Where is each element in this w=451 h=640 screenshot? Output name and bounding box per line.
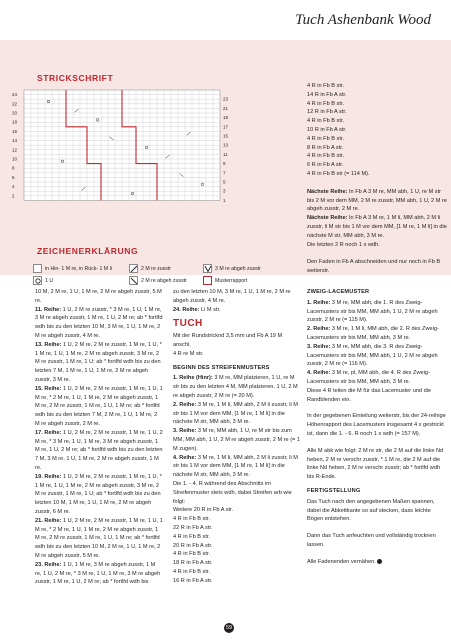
stripe-line: 4 R in Fb B str. bbox=[173, 551, 210, 558]
yarn-over-icon bbox=[33, 276, 42, 285]
chart-grid bbox=[10, 88, 292, 208]
row-label: 19. Reihe: bbox=[35, 473, 62, 480]
row-number-left: 12 bbox=[12, 147, 18, 153]
stripe-line: 14 R in Fb A str. bbox=[307, 91, 347, 98]
instruction-paragraph: Diese 4 R teilen die M für das Lacemuster und die Randblenden ein. bbox=[307, 387, 432, 403]
stripe-line: 18 R in Fb A str. bbox=[173, 560, 213, 567]
instruction-paragraph: Die letzten 2 R noch 1 x wdh. bbox=[307, 241, 380, 248]
fertig-heading: FERTIGSTELLUNG bbox=[307, 487, 361, 494]
row-number-right: 21 bbox=[223, 105, 229, 111]
row-text: In Fb A 3 M re, 1 M li, MM abh, 2 M li zusstr, li M str bis 1 M vor dem MM, [1 M re, 1 M li] in die nächste M str, MM abh, 3 M re. bbox=[307, 215, 447, 239]
row-text: In Fb A 3 M re, MM abh, 1 U, re M str bis 2 M vor dem MM, 2 M re zusstr, MM abh, 1 U, 2 M re abgeh zusstr, 2 M re. bbox=[307, 188, 447, 213]
page-title: Tuch Ashenbank Wood bbox=[295, 12, 431, 28]
legend-item-k2tog bbox=[129, 264, 171, 273]
row-instruction bbox=[35, 561, 163, 587]
row-number-left: 16 bbox=[12, 128, 18, 134]
row-number-left: 14 bbox=[12, 138, 18, 144]
stripe-line: 4 R in Fb B str. bbox=[307, 135, 344, 142]
row-label: 11. Reihe: bbox=[35, 306, 62, 313]
row-text: Li M str. bbox=[199, 306, 221, 313]
row-text: 3 M re, MM abh, die 3. R des Zweig-Lacemusters str bis MM, MM abh, 1 U, 2 M re abgeh zusstr, 2 M re (= 116 M). bbox=[307, 343, 438, 368]
legend-label: 3 M re abgeh zusstr bbox=[215, 265, 261, 272]
row-label: 23. Reihe: bbox=[35, 561, 62, 568]
legend-item-sk2po bbox=[203, 264, 261, 273]
row-number-right: 7 bbox=[223, 170, 226, 176]
row-instruction bbox=[35, 473, 163, 517]
row-instruction bbox=[173, 454, 301, 480]
tuch-heading: TUCH bbox=[173, 318, 203, 330]
chart-heading: STRICKSCHRIFT bbox=[37, 73, 114, 83]
stripe-line: 4 R in Fb B str. bbox=[173, 568, 210, 575]
row-text: 1 U, 2 M re, 2 M re zusstr, 1 M re, 1 U, * 1 M re, 1 U, 1 M re, 2 M re abgeh zusstr, 3 M re, 2 M re zusstr, 1 M re, 1 U; ab * fortlfd wdh bis zu den letzten 7 M, 1 M re, 1 U, 1 M re, 2 M re abgeh zusstr, 3 M re. bbox=[35, 341, 162, 383]
k2tog-icon bbox=[129, 264, 138, 273]
row-label: 3. Reihe: bbox=[307, 343, 331, 350]
empty-square-icon bbox=[33, 264, 42, 273]
row-instruction bbox=[173, 427, 301, 453]
legend-item-ssk bbox=[129, 276, 187, 285]
stripe-line: 20 R in Fb A str. bbox=[173, 542, 213, 549]
row-label: Nächste Reihe: bbox=[307, 215, 348, 222]
stripe-line: 22 R in Fb A str. bbox=[173, 524, 213, 531]
row-number-left: 8 bbox=[12, 165, 15, 171]
row-number-right: 1 bbox=[223, 197, 226, 203]
stripe-continuation bbox=[307, 82, 447, 276]
stripe-line: 4 R in Fb B str. bbox=[307, 153, 344, 160]
zweig-heading: ZWEIG-LACEMUSTER bbox=[307, 289, 370, 295]
instruction-paragraph: Alle M abk wie folgt: 2 M re str, die 2 M auf die linke Nd heben, 2 M re verschr zusstr, * 1 M re, die 2 M auf die linke Nd heben, 2 M re verschr zusstr; ab * fortlfd wdh bis R-Ende. bbox=[307, 447, 444, 481]
row-number-left: 10 bbox=[12, 156, 18, 162]
end-mark-icon bbox=[377, 559, 382, 564]
instruction-paragraph: 10 M, 2 M re, 1 U, 1 M re, 2 M re abgeh zusstr, 5 M re. bbox=[35, 289, 162, 304]
stripe-line: 8 R in Fb A str. bbox=[307, 144, 344, 151]
stripe-line: 4 R in Fb B str (= 114 M). bbox=[307, 170, 370, 177]
row-instruction bbox=[173, 374, 301, 400]
row-number-right: 9 bbox=[223, 161, 226, 167]
stripe-line: 4 R in Fb B str. bbox=[307, 83, 344, 89]
row-instruction bbox=[35, 517, 163, 561]
row-instruction bbox=[307, 343, 447, 369]
stripe-line: 4 R in Fb B str. bbox=[307, 100, 344, 107]
row-number-left: 24 bbox=[12, 92, 18, 98]
row-label: Nächste Reihe: bbox=[307, 188, 348, 195]
row-label: 4. Reihe: bbox=[307, 370, 331, 377]
row-instruction bbox=[35, 341, 163, 385]
row-text: 1 U, 2 M re, 2 M re zusstr, 1 M re, 1 U, 2 M re, * 3 M re, 1 U, 1 M re, 3 M re abgeh zusstr, 1 M re, 1 U, 2 M re; ab * fortlfd wdh bis zu den letzten 7 M, 3 M re, 1 U, 1 M re, 2 M re abgeh zusstr, 1 M re. bbox=[35, 429, 163, 471]
row-text: 3 M re, pl, MM abh, die 4. R des Zweig-Lacemusters str bis MM, MM abh, 3 M re. bbox=[307, 370, 430, 385]
row-instruction bbox=[307, 299, 447, 325]
row-label: 13. Reihe: bbox=[35, 341, 62, 348]
stripe-lines bbox=[307, 82, 447, 179]
legend-label: 2 M re zusstr bbox=[141, 265, 171, 272]
instruction-paragraph: Das Tuch nach den angegebenen Maßen spannen, dabei die Abkettkante so auf stecken, dass leichte Bögen entstehen. bbox=[307, 498, 435, 523]
instruction-paragraph: 4 R re M str. bbox=[173, 350, 204, 357]
stripe-line: 12 R in Fb A str. bbox=[307, 109, 347, 116]
stripe-line: 4 R in Fb B str. bbox=[173, 533, 210, 540]
instruction-paragraph: Mit der Rundstricknd 3,5 mm und Fb A 19 M anschl. bbox=[173, 333, 283, 348]
instruction-paragraph bbox=[307, 188, 447, 214]
stripe-line: Weitere 20 R in Fb A str. bbox=[173, 507, 234, 514]
legend-label: 2 M re abgeh zusstr bbox=[141, 277, 187, 284]
row-label: 2. Reihe: bbox=[173, 401, 197, 408]
row-text: 1 U, 2 M re, 2 M re zusstr, 1 M re, 1 U, 1 M re, * 2 M re, 1 U, 1 M re, 2 M re abgeh zusstr, 1 M re, 2 M re zusstr, 1 M re, 1 U, 1 M re; ab * fortlfd wdh bis zu den letzten 10 M, 2 M re, 1 U, 1 M re, 2 M re abgeh zusstr, 5 M re. bbox=[35, 517, 163, 559]
row-number-right: 5 bbox=[223, 179, 226, 185]
legend-label: 1 U bbox=[45, 277, 54, 284]
row-number-right: 11 bbox=[223, 151, 228, 157]
row-label: 1. Reihe (Hinr): bbox=[173, 375, 213, 382]
row-number-right: 19 bbox=[223, 115, 229, 121]
row-instruction bbox=[35, 429, 163, 473]
row-number-left: 4 bbox=[12, 184, 15, 190]
column-3 bbox=[307, 288, 447, 567]
row-instruction bbox=[35, 385, 163, 429]
column-1 bbox=[35, 288, 163, 587]
row-label: 2. Reihe: bbox=[307, 326, 331, 333]
stripe-line: 4 R in Fb B str. bbox=[173, 516, 210, 523]
row-text: Alle Fadenenden vernähen. bbox=[307, 558, 376, 565]
ssk-icon bbox=[129, 276, 138, 285]
instruction-paragraph: Den Faden in Fb A abschneiden und nur noch in Fb B weiterstr. bbox=[307, 259, 441, 275]
legend-label: in Hin- 1 M re, in Rück- 1 M li bbox=[45, 265, 112, 272]
row-number-left: 2 bbox=[12, 193, 15, 199]
legend-item-knit bbox=[33, 264, 112, 273]
knitting-chart bbox=[10, 88, 292, 208]
row-number-right: 17 bbox=[223, 124, 229, 130]
row-number-left: 22 bbox=[12, 101, 18, 107]
row-text: 3 M re, MM platzieren, 1 U, re M str bis zu den letzten 4 M, MM platzieren, 1 U, 2 M re abgeh zusstr, 2 M re (= 20 M). bbox=[173, 375, 298, 399]
row-label: 1. Reihe: bbox=[307, 299, 331, 306]
column-2 bbox=[173, 288, 301, 586]
legend-label: Musterrapport bbox=[215, 277, 248, 284]
instruction-paragraph: Dann das Tuch anfeuchten und vollständig trocknen lassen. bbox=[307, 533, 436, 548]
row-number-left: 18 bbox=[12, 119, 18, 125]
stripe-line: 16 R in Fb A str. bbox=[173, 577, 213, 584]
streifen-heading: BEGINN DES STREIFENMUSTERS bbox=[173, 364, 270, 371]
row-label: 15. Reihe: bbox=[35, 385, 62, 392]
instruction-paragraph: zu den letzten 10 M, 3 M re, 1 U, 1 M re, 2 M re abgeh zusstr, 4 M re. bbox=[173, 289, 291, 304]
row-label: 21. Reihe: bbox=[35, 517, 62, 524]
row-number-right: 15 bbox=[223, 133, 229, 139]
row-text: 1 U, 2 M re, 2 M re zusstr, 1 M re, 1 U, * 1 M re, 1 U, 1 M re, 2 M re abgeh zusstr, 3 M re, 2 M re zusstr, 1 M re, 1 U; ab * fortlfd wdh bis zu den letzten 10 M, 1 M re, 1 U, 1 M re, 2 M re abgeh zusstr, 6 M re. bbox=[35, 473, 162, 515]
row-instruction bbox=[307, 369, 447, 387]
row-text: 1 U, 2 M re zusstr, * 3 M re, 1 U, 1 M re, 3 M re abgeh zusstr, 1 M re, 1 U, 2 M re; ab * fortlfd wdh bis zu den letzten 10 M, 3 M re, 1 U, 1 M re, 2 M re abgeh zusstr, 4 M re. bbox=[35, 306, 163, 339]
row-number-right: 23 bbox=[223, 96, 229, 102]
page-number: 59 bbox=[225, 625, 233, 631]
legend-item-yarn-over bbox=[33, 276, 53, 285]
repeat-box-icon bbox=[203, 276, 212, 285]
instruction-paragraph: In der gegebenen Einteilung weiterstr, bis der 24-reihige Höhenrapport des Lacemusters insgesamt 4 x gestrickt ist, dann die 1. - 6. R noch 1 x wdh (= 157 M). bbox=[307, 413, 446, 437]
stripe-line: 6 R in Fb A str. bbox=[307, 162, 344, 169]
stripe-line: 4 R in Fb B str. bbox=[307, 118, 344, 125]
row-text: 1 U, 1 M re, 3 M re abgeh zusstr, 1 M re, 1 U, 2 M re, * 3 M re, 1 U, 1 M re, 3 M re abgeh zusstr, 1 M re, 1 U, 2 M re; ab * fortlfd wdh bis bbox=[35, 561, 161, 586]
row-instruction bbox=[173, 401, 301, 427]
row-text: 3 M re, MM abh, 1 U, re M str bis zum MM, MM abh, 1 U, 2 M re abgeh zusstr, 2 M re (= 1 M zugen). bbox=[173, 428, 300, 452]
row-text: 3 M re, 1 M li, MM abh, die 2. R des Zweig-Lacemusters str bis MM, MM abh, 3 M re. bbox=[307, 326, 439, 341]
row-text: 3 M re, MM abh, die 1. R des Zweig-Lacemusters str bis MM, MM abh, 1 U, 2 M re abgeh zusstr, 2 M re (= 115 M). bbox=[307, 299, 438, 324]
row-instruction bbox=[35, 306, 163, 341]
row-number-right: 3 bbox=[223, 188, 226, 194]
row-text: 3 M re, 1 M li, MM abh, 2 M li zusstr, li M str bis 1 M vor dem MM, [1 M re, 1 M li] in die nächste M str, MM abh, 3 M re. bbox=[173, 401, 298, 426]
row-label: 4. Reihe: bbox=[173, 454, 197, 461]
row-text: 3 M re, 1 M li, MM abh, 2 M li zusstr, li M str bis 1 M vor dem MM, [1 M re, 1 M li] in die nächste M str, MM abh, 3 M re. bbox=[173, 454, 298, 479]
stripe-line: 10 R in Fb A str. bbox=[307, 126, 347, 133]
row-label: 3. Reihe: bbox=[173, 428, 197, 435]
legend-item-repeat bbox=[203, 276, 247, 285]
row-label: 24. Reihe: bbox=[173, 306, 200, 313]
instruction-paragraph bbox=[173, 306, 301, 315]
row-instruction bbox=[307, 325, 447, 343]
row-number-right: 13 bbox=[223, 142, 229, 148]
instruction-paragraph bbox=[307, 214, 447, 240]
row-number-left: 20 bbox=[12, 110, 18, 116]
sk2po-icon bbox=[203, 264, 212, 273]
row-label: 17. Reihe: bbox=[35, 429, 62, 436]
instruction-paragraph bbox=[307, 558, 447, 567]
instruction-paragraph: Die 1. - 4. R während des Abschnitts im Streifenmuster stets wdh, dabei Streifen arb wie folgt: bbox=[173, 480, 292, 505]
row-text: 1 U, 2 M re, 2 M re zusstr, 1 M re, 1 U, 1 M re, * 2 M re, 1 U, 1 M re, 2 M re abgeh zusstr, 1 M re, 2 M re zusstr, 1 M re, 1 U, 1 M re; ab * fortlfd wdh bis zu den letzten 7 M, 2 M re, 1 U, 1 M re, 2 M re abgeh zusstr, 2 M re. bbox=[35, 385, 163, 427]
legend-heading: ZEICHENERKLÄRUNG bbox=[37, 246, 139, 256]
row-number-left: 6 bbox=[12, 174, 15, 180]
